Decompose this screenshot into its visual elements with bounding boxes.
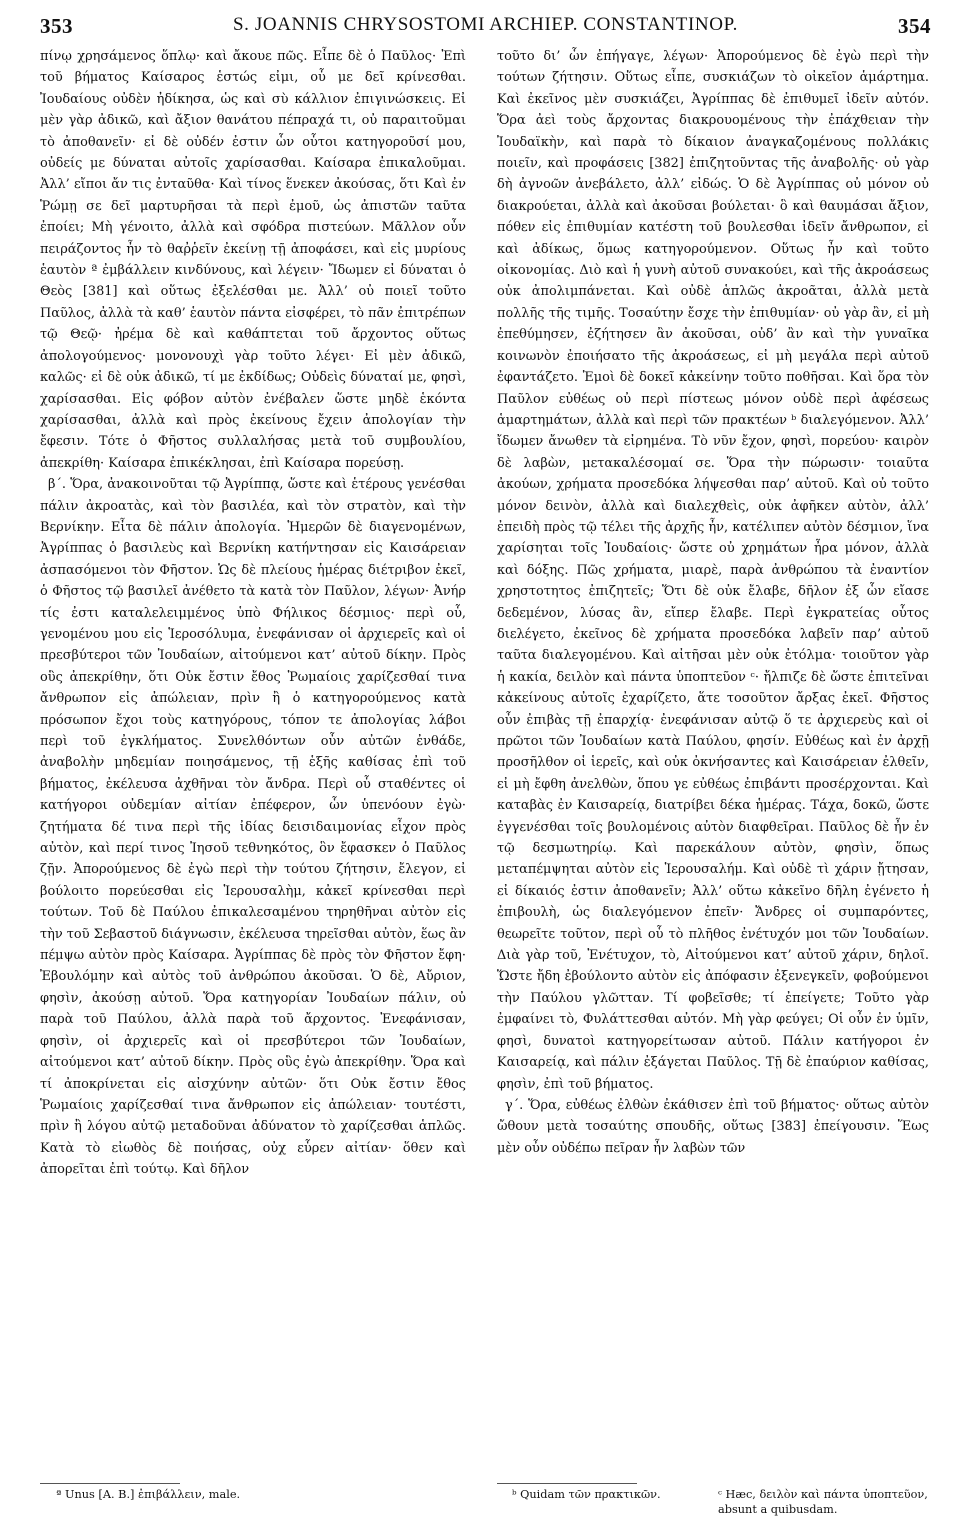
page-number-right: 354 (898, 14, 931, 38)
left-paragraph-2: β΄. Ὅρα, ἀνακοινοῦται τῷ Ἀγρίππᾳ, ὥστε καὶ ἑτέρους γενέσθαι πάλιν ἀκροατὰς, καὶ τὸν βασιλέα, καὶ τὸν στρατὸν, καὶ τὴν Βερνίκην. Εἶτα δὲ πάλιν ἀπολογία. Ἡμερῶν δὲ διαγενομένων, Ἀγρίππας ὁ βασιλεὺς καὶ Βερνίκη κατήντησαν εἰς Καισάρειαν ἀσπασόμενοι τὸν Φῆστον. Ὡς δὲ πλείους ἡμέρας διέτριβον ἐκεῖ, ὁ Φῆστος τῷ βασιλεῖ ἀνέθετο τὰ κατὰ τὸν Παῦλον, λέγων· Ἀνήρ τίς ἐστι καταλελειμμένος ὑπὸ Φήλικος δέσμιος· περὶ οὗ, γενομένου μου εἰς Ἱεροσόλυμα, ἐνεφάνισαν οἱ ἀρχιερεῖς καὶ οἱ πρεσβύτεροι τῶν Ἰουδαίων, αἰτούμενοι κατ’ αὐτοῦ δίκην. Πρὸς οὓς ἀπεκρίθην, ὅτι Οὐκ ἔστιν ἔθος Ῥωμαίοις χαρίζεσθαί τινα ἄνθρωπον εἰς ἀπώλειαν, πρὶν ἢ ὁ κατηγορούμενος κατὰ πρόσωπον ἔχοι τοὺς κατηγόρους, τόπον τε ἀπολογίας λάβοι περὶ τοῦ ἐγκλήματος. Συνελθόντων οὖν αὐτῶν ἐνθάδε, ἀναβολὴν μηδεμίαν ποιησάμενος, τῇ ἑξῆς καθίσας ἐπὶ τοῦ βήματος, ἐκέλευσα ἀχθῆναι τὸν ἄνδρα. Περὶ οὗ σταθέντες οἱ κατήγοροι οὐδεμίαν αἰτίαν ἐπέφερον, ὧν ὑπενόουν ἐγὼ· ζητήματα δέ τινα περὶ τῆς ἰδίας δεισιδαιμονίας εἶχον πρὸς αὐτὸν, καὶ περί τινος Ἰησοῦ τεθνηκότος, ὃν ἔφασκεν ὁ Παῦλος ζῇν. Ἀπορούμενος δὲ ἐγὼ περὶ τὴν τούτου ζήτησιν, ἔλεγον, εἰ βούλοιτο πορεύεσθαι εἰς Ἱερουσαλὴμ, κἀκεῖ κρίνεσθαι περὶ τούτων. Τοῦ δὲ Παύλου ἐπικαλεσαμένου τηρηθῆναι αὐτὸν εἰς τὴν τοῦ Σεβαστοῦ διάγνωσιν, ἐκέλευσα τηρεῖσθαι αὐτὸν, ἕως ἂν πέμψω αὐτὸν πρὸς Καίσαρα. Ἀγρίππας δὲ πρὸς τὸν Φῆστον ἔφη· Ἐβουλόμην καὶ αὐτὸς τοῦ ἀνθρώπου ἀκοῦσαι. Ὁ δὲ, Αὔριον, φησὶν, ἀκούσῃ αὐτοῦ. Ὅρα κατηγορίαν Ἰουδαίων πάλιν, οὐ παρὰ τοῦ Παύλου, ἀλλὰ παρὰ τοῦ ἄρχοντος. Ἐνεφάνισαν, φησὶν, οἱ ἀρχιερεῖς καὶ οἱ πρεσβύτεροι τῶν Ἰουδαίων, αἰτούμενοι κατ’ αὐτοῦ δίκην. Πρὸς οὓς ἐγὼ ἀπεκρίθην. Ὅρα καὶ τί ἀποκρίνεται εἰς αἰσχύνην αὐτῶν· ὅτι Οὐκ ἔστιν ἔθος Ῥωμαίοις χαρίζεσθαί τινα ἄνθρωπον εἰς ἀπώλειαν· τουτέστι, πρὶν ἢ λόγου αὐτῷ μεταδοῦναι ἀδύνατον τὸ χαρίζεσθαι ἁπλῶς. Κατὰ τὸ εἰωθὸς δὲ ποιήσας, οὐχ εὗρεν αἰτίαν· ὅθεν καὶ ἀπορεῖται ἐπὶ τούτῳ. Καὶ δῆλον (40, 477, 466, 1178)
right-footnote-rule (497, 1483, 637, 1484)
left-footnote-rule (40, 1483, 180, 1484)
running-title: S. JOANNIS CHRYSOSTOMI ARCHIEP. CONSTANTINOP. (233, 14, 738, 35)
right-paragraph-1: τοῦτο δι’ ὧν ἐπήγαγε, λέγων· Ἀπορούμενος δὲ ἐγὼ περὶ τὴν τούτων ζήτησιν. Οὕτως εἶπε, συσκιάζων τὸ οἰκεῖον ἁμάρτημα. Καὶ ἐκεῖνος μὲν συσκιάζει, Ἀγρίππας δὲ ἐπιθυμεῖ ἰδεῖν αὐτόν. Ὅρα ἀεὶ τοὺς ἄρχοντας διακρουομένους τὴν ἐπάχθειαν τὴν Ἰουδαϊκὴν, καὶ παρὰ τὸ δίκαιον ἀναγκαζομένους πολλάκις ποιεῖν, καὶ προφάσεις [382] ἐπιζητοῦντας τῆς ἀναβολῆς· οὐ γὰρ δὴ ἀγνοῶν ἀνεβάλετο, ἀλλ’ εἰδώς. Ὁ δὲ Ἀγρίππας οὐ μόνον οὐ διακρούεται, ἀλλὰ καὶ ἀκοῦσαι βούλεται· ὃ καὶ θαυμάσαι ἄξιον, πόθεν εἰς ἐπιθυμίαν κατέστη τοῦ βουλεσθαι ἰδεῖν ἄνθρωπον, εἰ καὶ ἀδίκως, ὅμως κατηγορούμενον. Οὕτως ἦν καὶ τοῦτο οἰκονομίας. Διὸ καὶ ἡ γυνὴ αὐτοῦ συνακούει, καὶ τῆς ἀκροάσεως οὐκ ἀπολιμπάνεται. Καὶ οὐδὲ ἁπλῶς ἀκροᾶται, ἀλλὰ μετὰ πολλῆς τῆς τιμῆς. Τοσαύτην ἔσχε τὴν ἐπιθυμίαν· οὐ γὰρ ἂν, εἰ μὴ ἐπεθύμησεν, ἐζήτησεν ἂν ἀκοῦσαι, οὐδ’ ἂν καὶ τὴν γυναῖκα κοινωνὸν ἐποιήσατο τῆς ἀκροάσεως, εἰ μὴ μεγάλα περὶ αὐτοῦ ἐφαντάζετο. Ἐμοὶ δὲ δοκεῖ κἀκείνην τοῦτο ποθῆσαι. Καὶ ὅρα τὸν Παῦλον εὐθέως οὐ περὶ πίστεως μόνον οὐδὲ περὶ ἀφέσεως ἁμαρτημάτων, ἀλλὰ καὶ περὶ τῶν πρακτέων ᵇ διαλεγόμενον. Ἀλλ’ ἴδωμεν ἄνωθεν τὰ εἰρημένα. Τὸ νῦν ἔχον, φησὶ, πορεύου· καιρὸν δὲ λαβὼν, μετακαλέσομαί σε. Ὅρα τὴν πώρωσιν· τοιαῦτα ἀκούων, χρήματα προσεδόκα λήψεσθαι παρ’ αὐτοῦ. Καὶ οὐ τοῦτο μόνον δεινὸν, ἀλλὰ καὶ διαλεχθεὶς, οὐκ ἀφῆκεν αὐτὸν, ἀλλ’ ἐπειδὴ πρὸς τῷ τέλει τῆς ἀρχῆς ἦν, κατέλιπεν αὐτὸν δέσμιον, ἵνα χαρίσηται τοῖς Ἰουδαίοις· ὥστε οὐ χρημάτων ἦρα μόνον, ἀλλὰ καὶ δόξης. Πῶς χρήματα, μιαρὲ, παρὰ ἀνθρώπου τὰ ἐναντίον χρηστοτητος ἐπιζητεῖς; Ὅτι δὲ οὐκ ἔλαβε, δῆλον ἐξ ὧν εἴασε δεδεμένον, λύσας ἂν, εἴπερ ἔλαβε. Περὶ ἐγκρατείας οὗτος διελέγετο, ἐκεῖνος δὲ χρήματα προσεδόκα λαβεῖν παρ’ αὐτοῦ ταῦτα διαλεγομένου. Καὶ αἰτῆσαι μὲν οὐκ ἐτόλμα· τοιοῦτον γὰρ ἡ κακία, δειλὸν καὶ πάντα ὑποπτεῦον ᶜ· ἤλπιζε δὲ ὥστε ἐπιτεῖναι κἀκείνους αὐτοῖς ἐχαρίζετο, ἅτε τοσοῦτον ἄρξας ἐκεῖ. Φῆστος οὖν ἐπιβὰς τῇ ἐπαρχίᾳ· ἐνεφάνισαν αὐτῷ ὅ τε ἀρχιερεὺς καὶ οἱ πρῶτοι τῶν Ἰουδαίων κατὰ Παύλου, φησίν. Εὐθέως καὶ ἐν ἀρχῇ προσῆλθον οἱ ἱερεῖς, καὶ οὐκ ὀκνήσαντες καὶ Καισάρειαν ἐλθεῖν, εἰ μὴ ἔφθη ἀνελθὼν, ὅπου γε εὐθέως ἐπιβάντι προσέρχονται. Καὶ καταβὰς ἐν Καισαρείᾳ, διατρίβει δέκα ἡμέρας. Τάχα, δοκῶ, ὥστε ἐγγενέσθαι τοῖς βουλομένοις αὐτὸν διαφθεῖραι. Παῦλος δὲ ἦν ἐν τῷ δεσμωτηρίῳ. Καὶ παρεκάλουν αὐτὸν, φησὶν, ὅπως μεταπέμψηται αὐτὸν εἰς Ἱερουσαλήμ. Καὶ οὐδὲ τὶ χάριν ᾔτησαν, εἰ δίκαιός ἐστιν ἀποθανεῖν; Ἀλλ’ οὕτω κἀκεῖνο δῆλη ἐγένετο ἡ ἐπιβουλὴ, ὡς διαλεγόμενον ἐπεῖν· Ἄνδρες οἱ συμπαρόντες, θεωρεῖτε τοῦτον, περὶ οὗ τὸ πλῆθος ἐνέτυχόν μοι τῶν Ἰουδαίων. Διὰ γὰρ τοῦ, Ἐνέτυχον, τὸ, Αἰτούμενοι κατ’ αὐτοῦ χάριν, δηλοῖ. Ὥστε ἤδη ἐβούλοντο αὐτὸν εἰς ἀπόφασιν ἐξενεγκεῖν, φοβούμενοι τὴν Παύλου γλῶτταν. Τί φοβεῖσθε; τί ἐπείγετε; Τοῦτο γὰρ ἐμφαίνει τὸ, Φυλάττεσθαι αὐτόν. Μὴ γὰρ φεύγει; Οἱ οὖν ἐν ὑμῖν, φησὶ, δυνατοὶ κατηγορείτωσαν αὐτοῦ. Πάλιν κατήγοροι ἐν Καισαρείᾳ, καὶ πάλιν ἐξάγεται Παῦλος. Τῇ δὲ ἐπαύριον καθίσας, φησὶν, ἐπὶ τοῦ βήματος. (497, 49, 929, 1092)
right-paragraph-2: γ΄. Ὅρα, εὐθέως ἐλθὼν ἐκάθισεν ἐπὶ τοῦ βήματος· οὕτως αὐτὸν ὤθουν μετὰ τοσαύτης σπουδῆς, οὕτως [383] ἐπείγουσιν. Ἕως μὲν οὖν οὐδέπω πεῖραν ἦν λαβὼν τῶν (497, 1097, 929, 1156)
right-footnote-b: ᵇ Quidam τῶν πρακτικῶν. (512, 1488, 661, 1501)
left-paragraph-1: πίνῳ χρησάμενος ὅπλῳ· καὶ ἄκουε πῶς. Εἶπε δὲ ὁ Παῦλος· Ἐπὶ τοῦ βήματος Καίσαρος ἑστώς εἰμι, οὗ με δεῖ κρίνεσθαι. Ἰουδαίους οὐδὲν ἠδίκησα, ὡς καὶ σὺ κάλλιον ἐπιγινώσκεις. Εἰ μὲν γὰρ ἀδικῶ, καὶ ἄξιον θανάτου πέπραχά τι, οὐ παραιτοῦμαι τὸ ἀποθανεῖν· εἰ δὲ οὐδέν ἐστιν ὧν οὗτοι κατηγοροῦσί μου, οὐδείς με δύναται αὐτοῖς χαρίσασθαι. Καίσαρα ἐπικαλοῦμαι. Ἀλλ’ εἴποι ἄν τις ἐνταῦθα· Καὶ τίνος ἕνεκεν ἀκούσας, ὅτι Καὶ ἐν Ῥώμῃ σε δεῖ μαρτυρῆσαι τὰ περὶ ἐμοῦ, ὡς ἀπιστῶν ταῦτα ἐποίει; Μὴ γένοιτο, ἀλλὰ καὶ σφόδρα πιστεύων. Μᾶλλον οὖν πειράζοντος ἦν τὸ θαῤῥεῖν ἐκείνῃ τῇ ἀποφάσει, καὶ εἰς μυρίους ἑαυτὸν ª ἐμβάλλειν κινδύνους, καὶ λέγειν· Ἴδωμεν εἰ δύναται ὁ Θεὸς [381] καὶ οὕτως ἐξελέσθαι με. Ἀλλ’ οὐ ποιεῖ τοῦτο Παῦλος, ἀλλὰ τὰ καθ’ ἑαυτὸν πάντα εἰσφέρει, τὸ πᾶν ἐπιτρέπων τῷ Θεῷ· ἠρέμα δὲ καὶ καθάπτεται τοῦ ἄρχοντος οὕτως ἀπολογούμενος· μονονουχὶ γὰρ τοῦτο λέγει· Εἰ μὲν ἀδικῶ, καλῶς· εἰ δὲ οὐκ ἀδικῶ, τί με ἐκδίδως; Οὐδεὶς δύναταί με, φησὶ, χαρίσασθαι. Εἰς φόβον αὐτὸν ἐνέβαλεν ὥστε μηδὲ ἑκόντα χαρίσασθαι, ἀλλὰ καὶ πρὸς ἐκείνους ἔχειν ἀπολογίαν τὴν ἔφεσιν. Τότε ὁ Φῆστος συλλαλήσας μετὰ τοῦ συμβουλίου, ἀπεκρίθη· Καίσαρα ἐπικέκλησαι, ἐπὶ Καίσαρα πορεύσῃ. (40, 49, 466, 471)
right-footnote-c: ᶜ Hæc, δειλὸν καὶ πάντα ὑποπτεῦον, absunt a quibusdam. (718, 1488, 928, 1516)
page-number-left: 353 (40, 14, 73, 38)
right-column (497, 46, 929, 1159)
page-header (40, 14, 931, 48)
left-column (40, 46, 466, 1181)
left-footnote: ª Unus [A. B.] ἐπιβάλλειν, male. (56, 1488, 241, 1501)
